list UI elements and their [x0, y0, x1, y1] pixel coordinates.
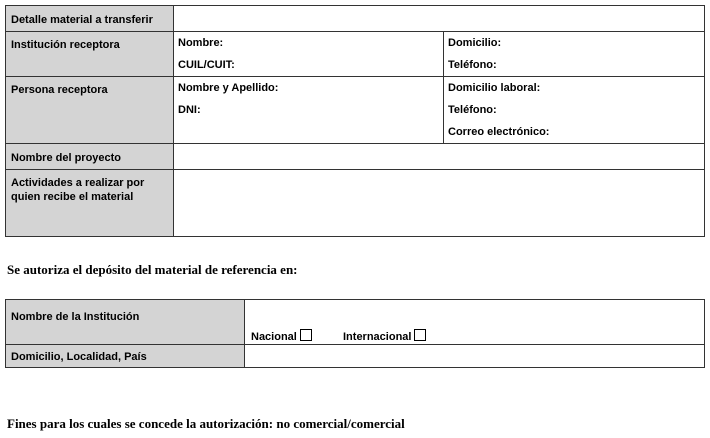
institucion-label: Institución receptora — [11, 39, 120, 51]
domicilio-label-cell — [6, 345, 245, 368]
material-label-cell — [6, 6, 174, 32]
institucion-nombre-field: Nombre: — [178, 37, 224, 49]
proyecto-value-cell[interactable] — [174, 144, 705, 170]
deposito-table — [5, 299, 705, 368]
persona-telefono-field: Teléfono: — [448, 104, 497, 116]
nombre-institucion-value-cell[interactable] — [245, 300, 705, 345]
nacional-checkbox[interactable] — [300, 329, 312, 341]
proyecto-label-cell — [6, 144, 174, 170]
material-value-cell[interactable] — [174, 6, 705, 32]
persona-label: Persona receptora — [11, 84, 108, 96]
internacional-option[interactable] — [343, 329, 426, 343]
institucion-right-cell[interactable] — [444, 32, 705, 77]
actividades-label-cell — [6, 170, 174, 237]
institucion-left-cell[interactable] — [174, 32, 444, 77]
persona-label-cell — [6, 77, 174, 144]
persona-left-cell[interactable] — [174, 77, 444, 144]
receptor-form-table — [5, 5, 705, 237]
fines-heading: Fines para los cuales se concede la autorización: no comercial/comercial — [7, 416, 405, 431]
nombre-institucion-label-cell — [6, 300, 245, 345]
actividades-label: Actividades a realizar por quien recibe el material — [11, 177, 145, 203]
internacional-checkbox[interactable] — [414, 329, 426, 341]
material-label: Detalle material a transferir — [11, 14, 153, 26]
persona-right-cell[interactable] — [444, 77, 705, 144]
institucion-telefono-field: Teléfono: — [448, 59, 497, 71]
domicilio-label: Domicilio, Localidad, País — [11, 351, 147, 363]
institucion-label-cell — [6, 32, 174, 77]
deposito-heading: Se autoriza el depósito del material de referencia en: — [7, 262, 298, 277]
nacional-option[interactable] — [251, 329, 312, 343]
persona-nombre-apellido-field: Nombre y Apellido: — [178, 82, 279, 94]
domicilio-value-cell[interactable] — [245, 345, 705, 368]
persona-domicilio-laboral-field: Domicilio laboral: — [448, 82, 541, 94]
institucion-domicilio-field: Domicilio: — [448, 37, 502, 49]
persona-correo-field: Correo electrónico: — [448, 126, 550, 138]
actividades-value-cell[interactable] — [174, 170, 705, 237]
institucion-cuil-field: CUIL/CUIT: — [178, 59, 235, 71]
internacional-label: Internacional — [343, 331, 412, 343]
nacional-label: Nacional — [251, 331, 297, 343]
proyecto-label: Nombre del proyecto — [11, 152, 122, 164]
nombre-institucion-label: Nombre de la Institución — [11, 311, 140, 323]
persona-dni-field: DNI: — [178, 104, 201, 116]
